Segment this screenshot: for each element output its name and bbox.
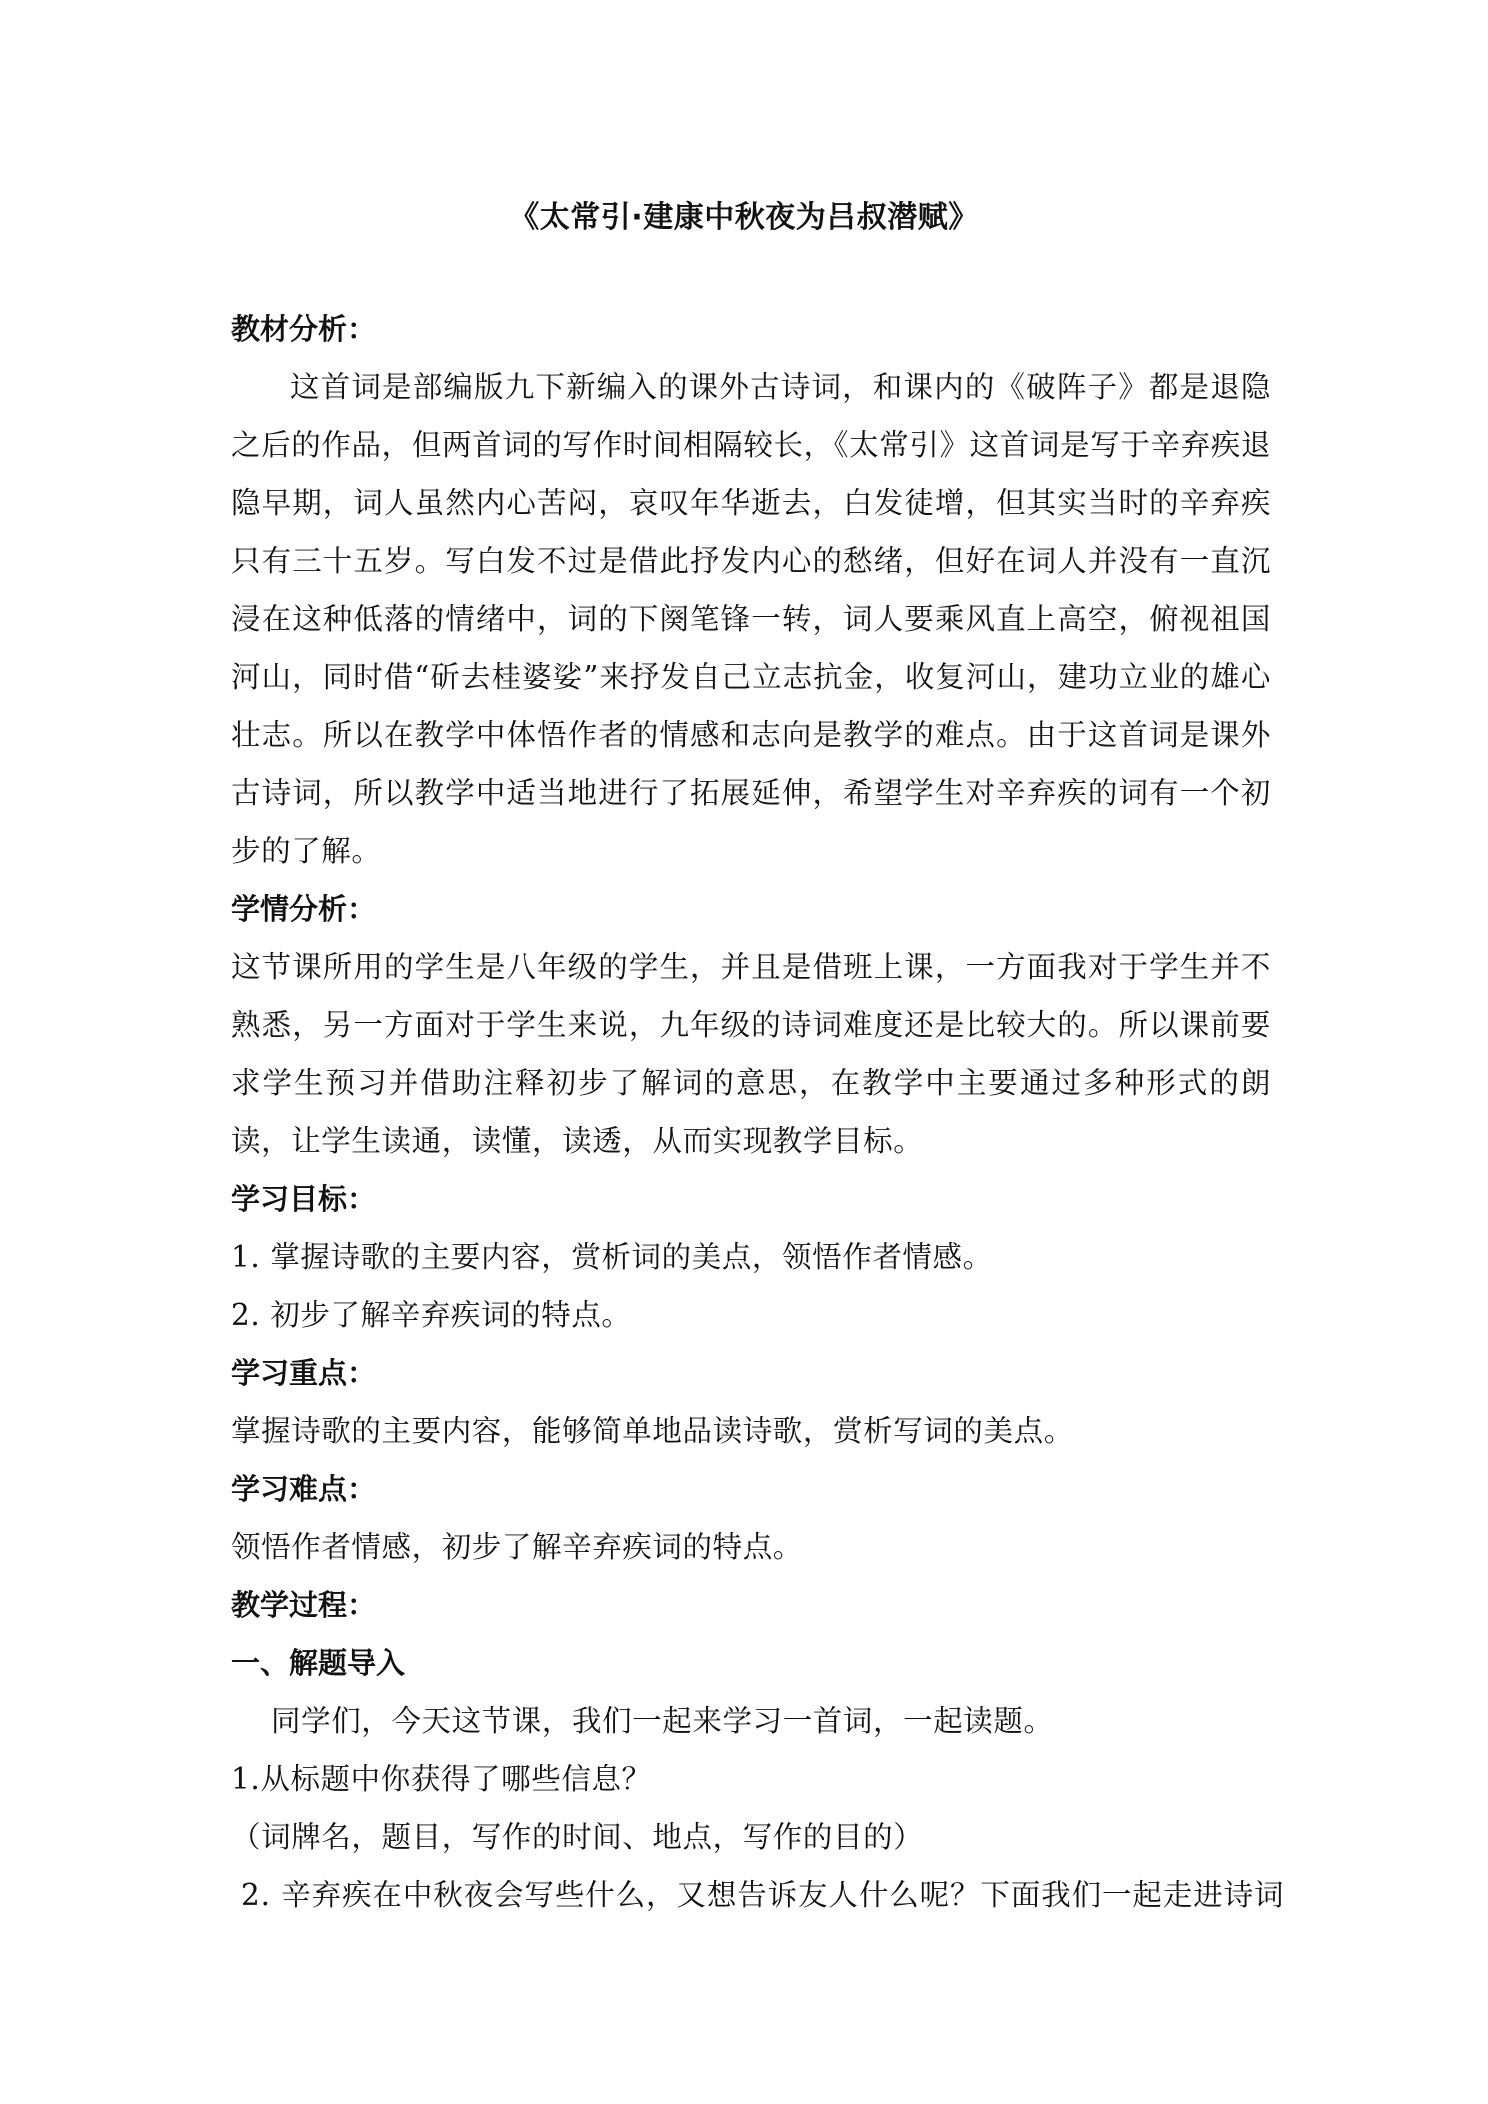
difficulties-text: 领悟作者情感，初步了解辛弃疾词的特点。: [231, 1530, 803, 1564]
document-body: [231, 300, 1285, 1924]
section-teaching-process: [231, 1576, 1285, 1924]
learning-goals-heading: 学习目标：: [231, 1182, 377, 1216]
section-difficulties: [231, 1460, 1271, 1576]
material-analysis-paragraph: 这首词是部编版九下新编入的课外古诗词，和课内的《破阵子》都是退隐之后的作品，但两首词的写作时间相隔较长，《太常引》这首词是写于辛弃疾退隐早期，词人虽然内心苦闷，哀叹年华逝去，白发徒增，但其实当时的辛弃疾只有三十五岁。写白发不过是借此抒发内心的愁绪，但好在词人并没有一直沉浸在这种低落的情绪中，词的下阕笔锋一转，词人要乘风直上高空，俯视祖国河山，同时借“斫去桂婆娑”来抒发自己立志抗金，收复河山，建功立业的雄心壮志。所以在教学中体悟作者的情感和志向是教学的难点。由于这首词是课外古诗词，所以教学中适当地进行了拓展延伸，希望学生对辛弃疾的词有一个初步的了解。: [231, 370, 1271, 868]
document-title: 《太常引·建康中秋夜为吕叔潜赋》: [509, 200, 979, 235]
section-key-points: [231, 1344, 1271, 1460]
key-points-text: 掌握诗歌的主要内容，能够简单地品读诗歌，赏析写词的美点。: [231, 1414, 1074, 1448]
difficulties-heading: 学习难点：: [231, 1472, 377, 1506]
answer-one: （词牌名，题目，写作的时间、地点，写作的目的）: [231, 1820, 924, 1854]
learning-goal-item: 2. 初步了解辛弃疾词的特点。: [231, 1298, 632, 1332]
learning-goal-item: 1. 掌握诗歌的主要内容，赏析词的美点，领悟作者情感。: [231, 1240, 993, 1274]
student-analysis-paragraph: 这节课所用的学生是八年级的学生，并且是借班上课，一方面我对于学生并不熟悉，另一方面对于学生来说，九年级的诗词难度还是比较大的。所以课前要求学生预习并借助注释初步了解词的意思，在教学中主要通过多种形式的朗读，让学生读通，读懂，读透，从而实现教学目标。: [231, 950, 1271, 1158]
key-points-heading: 学习重点：: [231, 1356, 377, 1390]
teaching-process-heading: 教学过程：: [231, 1588, 377, 1622]
question-one: 1.从标题中你获得了哪些信息？: [231, 1762, 652, 1796]
section-learning-goals: [231, 1170, 1271, 1344]
section-material-analysis: [231, 300, 1271, 880]
step-one-intro: 同学们，今天这节课，我们一起来学习一首词，一起读题。: [271, 1704, 1054, 1738]
step-one-heading: 一、解题导入: [231, 1646, 406, 1680]
section-student-analysis: [231, 880, 1271, 1170]
student-analysis-heading: 学情分析：: [231, 892, 377, 926]
question-two: 2. 辛弃疾在中秋夜会写些什么，又想告诉友人什么呢？下面我们一起走进诗词: [241, 1878, 1285, 1912]
material-analysis-heading: 教材分析：: [231, 312, 377, 346]
